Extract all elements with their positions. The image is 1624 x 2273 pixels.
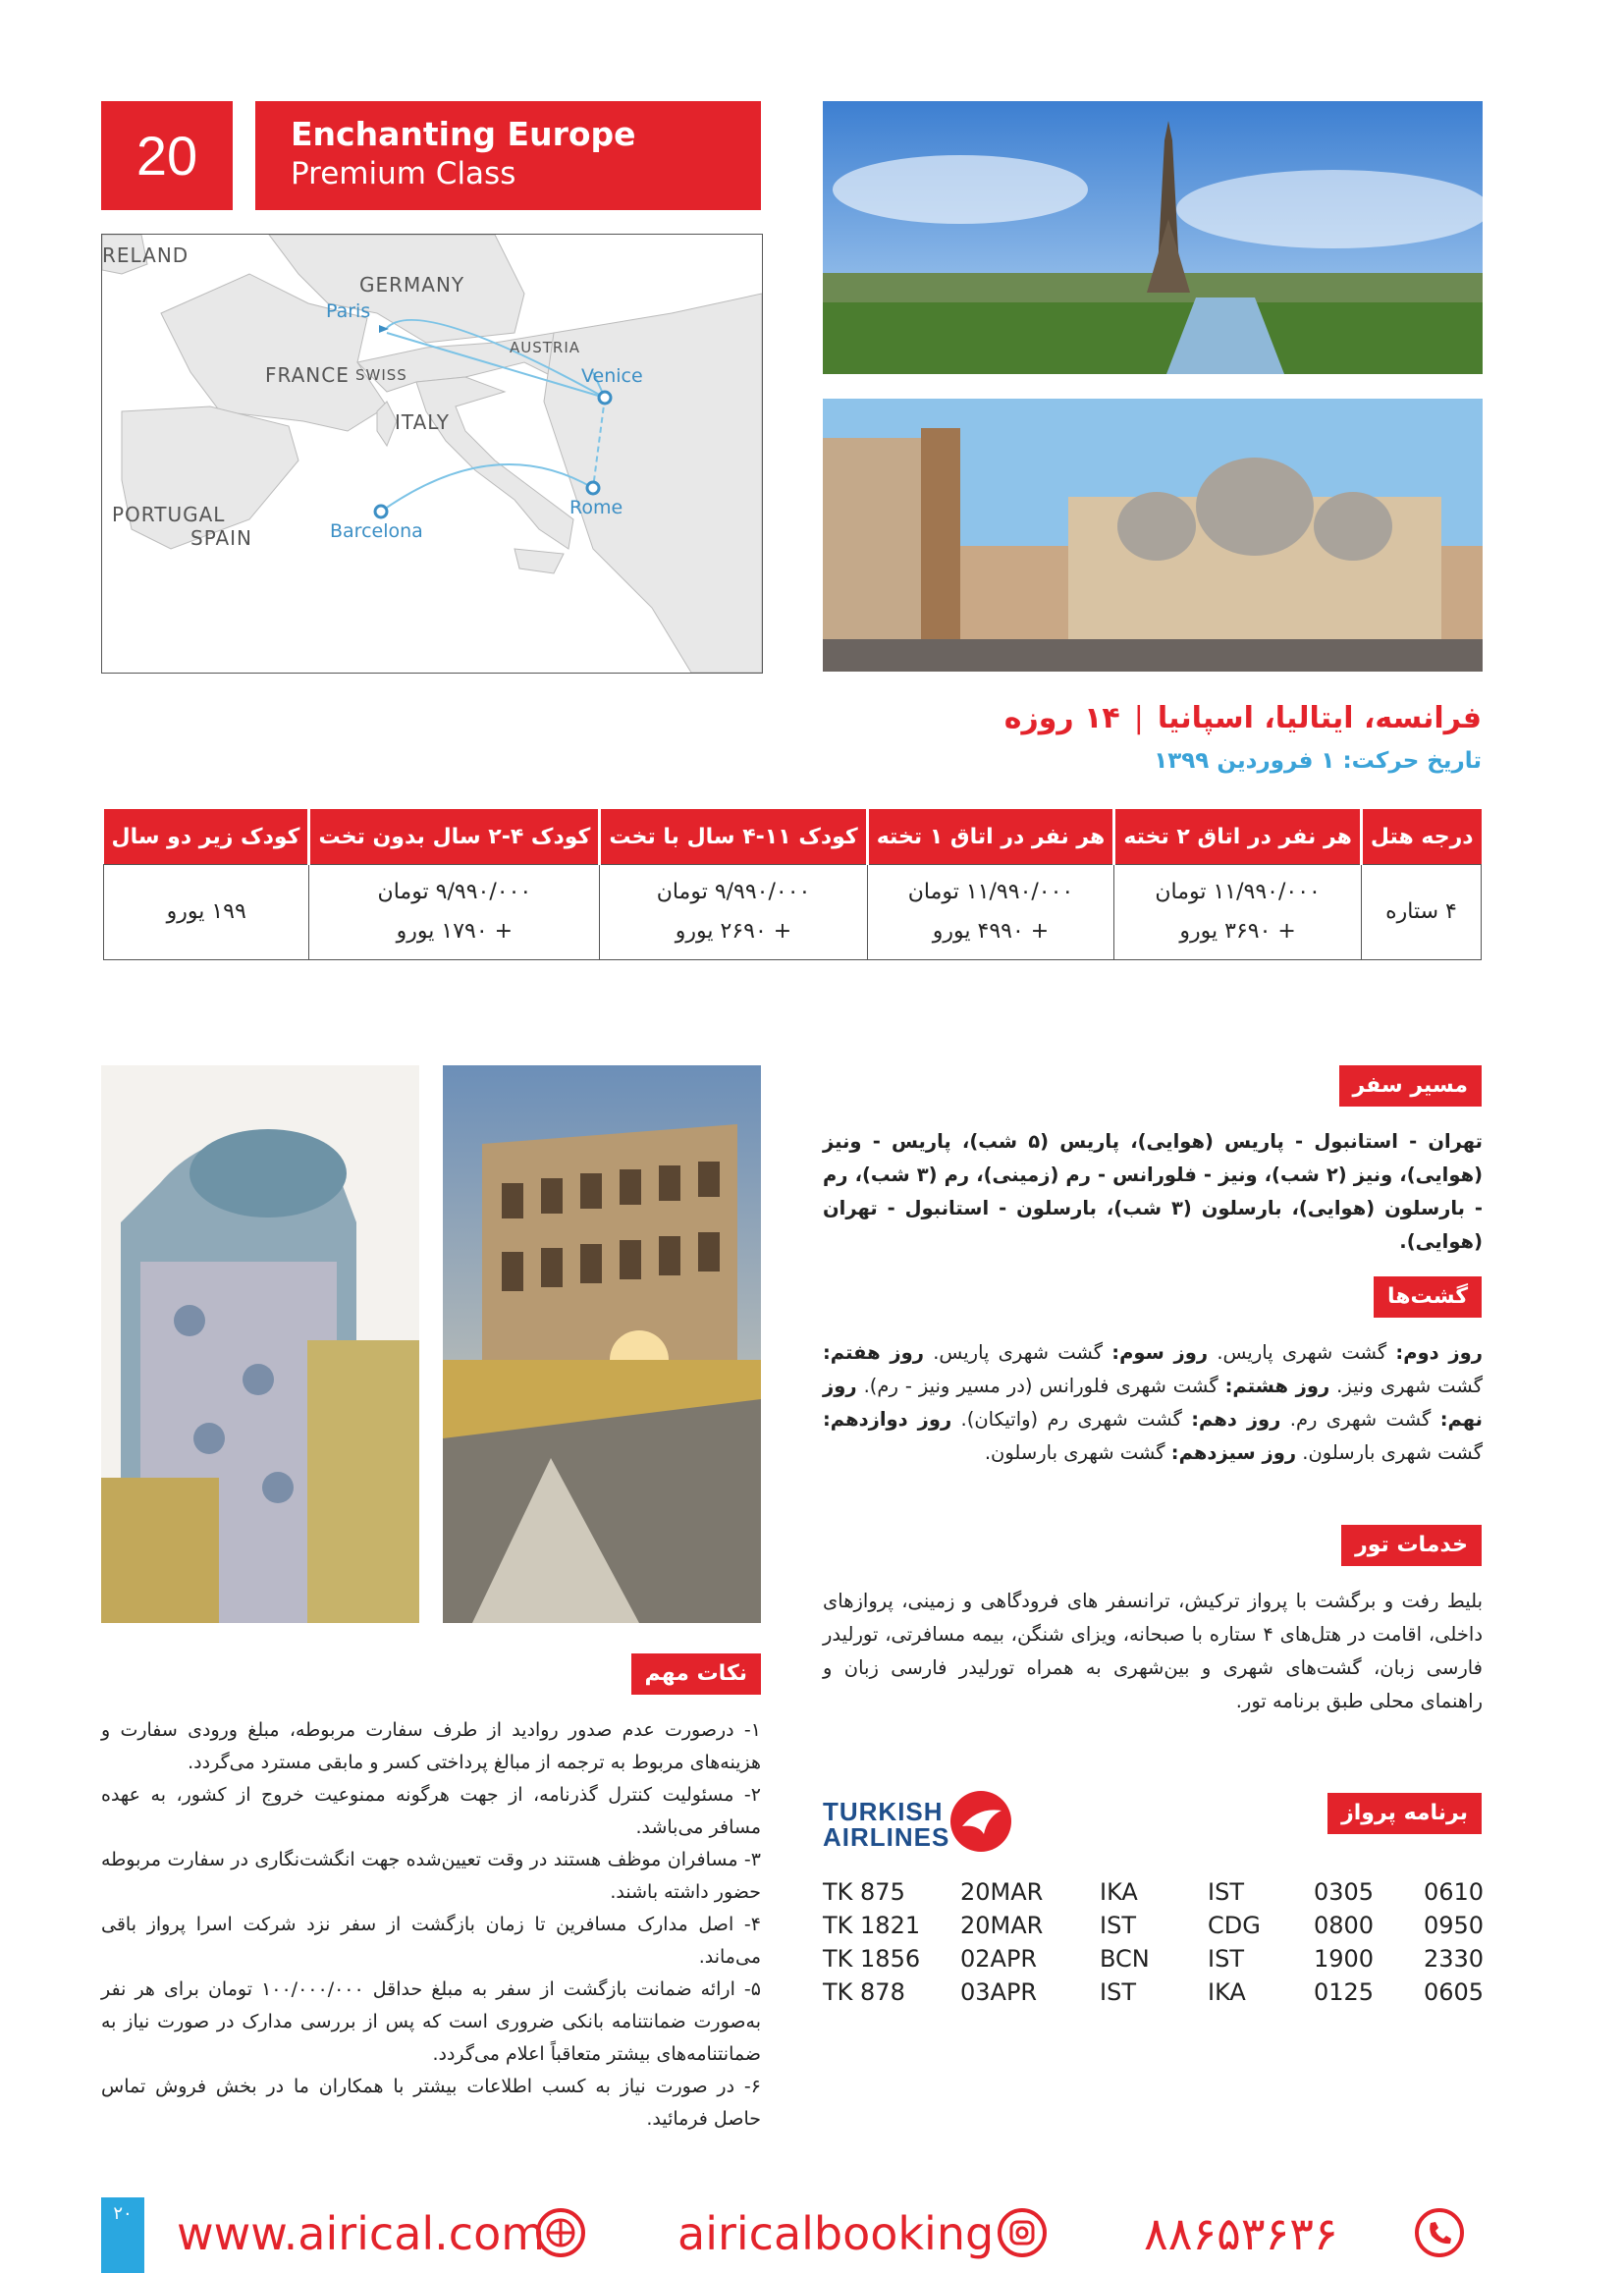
route-map: [101, 234, 763, 674]
flight-destination: CDG: [1208, 1912, 1261, 1939]
page-number: ۲۰: [101, 2197, 144, 2273]
phone-number[interactable]: ۸۸۶۵۳۶۳۶: [1144, 2207, 1338, 2260]
tour-day-8: روز هشتم:: [1224, 1375, 1330, 1397]
flight-arrival-time: 2330: [1424, 1945, 1485, 1973]
tour-day-9: روز نهم:: [823, 1375, 1483, 1431]
map-label-austria: AUSTRIA: [510, 339, 581, 356]
note-item: ۱- درصورت عدم صدور روادید از طرف سفارت مربوطه، مبلغ ورودی سفارت و هزینه‌های مربوط به ترجمه از مبالغ پرداختی کسر و مابقی مسترد می‌گردد.: [101, 1719, 761, 1773]
flight-date: 02APR: [960, 1945, 1038, 1973]
map-city-rome: Rome: [569, 497, 623, 518]
cell-single: [867, 865, 1114, 960]
tour-day-7-text: گشت شهری ونیز.: [1329, 1375, 1483, 1397]
flight-destination: IST: [1208, 1945, 1244, 1973]
flight-destination: IKA: [1208, 1978, 1246, 2006]
flight-date: 03APR: [960, 1978, 1038, 2006]
note-item: ۴- اصل مدارک مسافرین تا زمان بازگشت از سفر نزد شرکت اسرا پرواز باقی می‌ماند.: [101, 1914, 761, 1968]
flights-section-label: برنامه پرواز: [1327, 1793, 1482, 1834]
cell-child-nobed: [309, 865, 600, 960]
map-label-ireland: RELAND: [102, 244, 189, 267]
route-text: تهران - استانبول - پاریس (هوایی)، پاریس (۵ شب)، پاریس - ونیز (هوایی)، ونیز (۲ شب)، ونیز - فلورانس - رم (زمینی)، رم (۳ شب)، رم - بارسلون (هوایی)، بارسلون (۳ شب)، بارسلون - استانبول - تهران (هوایی).: [823, 1130, 1484, 1253]
flight-date: 20MAR: [960, 1878, 1044, 1906]
tour-day-2-text: گشت شهری پاریس.: [1208, 1341, 1396, 1364]
header-child-no-bed: کودک ۴-۲ سال بدون تخت: [309, 809, 600, 865]
venice-basilica-photo: [823, 399, 1483, 672]
airline-logo-line1: TURKISH: [823, 1797, 944, 1826]
note-item: ۲- مسئولیت کنترل گذرنامه، از جهت هرگونه ممنوعیت خروج از کشور، به عهده مسافر می‌باشد.: [101, 1784, 761, 1838]
heading-separator: |: [1133, 701, 1144, 735]
route-map-graphic: [102, 235, 762, 673]
tour-day-13-text: گشت شهری بارسلون.: [984, 1441, 1171, 1464]
price-table: [103, 809, 1482, 960]
airline-logo-line2: AIRLINES: [823, 1822, 950, 1852]
cell-double: [1114, 865, 1362, 960]
map-city-venice: Venice: [581, 365, 643, 387]
flight-number: TK 1821: [823, 1912, 921, 1939]
services-text: بلیط رفت و برگشت با پرواز ترکیش، ترانسفر های فرودگاهی و زمینی، پروازهای داخلی، اقامت در هتل‌های ۴ ستاره با صبحانه، ویزای شنگن، بیمه مسافرتی، تورلیدر فارسی زبان، گشت‌های شهری و بین‌شهری به همراه تورلیدر فارسی زبان و راهنمای محلی طبق برنامه تور.: [823, 1590, 1483, 1712]
cell-child-bed-euro: + ۲۶۹۰ یورو: [675, 919, 792, 944]
tour-day-8-text: گشت شهری فلورانس (در مسیر ونیز - رم).: [856, 1375, 1225, 1397]
flight-arrival-time: 0610: [1424, 1878, 1485, 1906]
cell-child-nobed-euro: + ۱۷۹۰ یورو: [396, 919, 514, 944]
flight-schedule: [823, 1875, 1483, 2009]
cell-child-bed: [600, 865, 867, 960]
flight-arrival-time: 0950: [1424, 1912, 1485, 1939]
instagram-handle[interactable]: airicalbooking: [677, 2207, 995, 2260]
flight-number: TK 1856: [823, 1945, 921, 1973]
flight-number: TK 875: [823, 1878, 905, 1906]
header-single-room: هر نفر در اتاق ۱ تخته: [867, 809, 1114, 865]
tour-day-3: روز سوم:: [1111, 1341, 1209, 1364]
heading-duration: ۱۴ روزه: [1003, 701, 1120, 735]
rome-colosseum-photo: [443, 1065, 761, 1623]
tours-section-label: گشت‌ها: [1374, 1276, 1482, 1318]
map-label-italy: ITALY: [395, 410, 450, 434]
phone-icon: [1414, 2207, 1465, 2258]
turkish-airlines-emblem-icon: [948, 1789, 1013, 1854]
tour-day-13: روز سیزدهم:: [1170, 1441, 1297, 1464]
tour-day-10: روز دهم:: [1191, 1408, 1281, 1431]
flight-departure-time: 1900: [1314, 1945, 1375, 1973]
cell-single-toman: ۱۱/۹۹۰/۰۰۰ تومان: [907, 880, 1074, 904]
note-item: ۵- ارائه ضمانت بازگشت از سفر به مبلغ حداقل ۱۰۰/۰۰۰/۰۰۰ تومان برای هر نفر به‌صورت ضمانتنامه بانکی ضروری است که پس از بررسی مدارک در صورت نیاز به ضمانتنامه‌های بیشتر متعاقباً اعلام می‌گردد.: [101, 1978, 761, 2065]
tour-title: Enchanting Europe: [291, 115, 636, 153]
tour-title-box: [255, 101, 761, 210]
note-item: ۳- مسافران موظف هستند در وقت تعیین‌شده جهت انگشت‌نگاری در سفارت مربوطه حضور داشته باشند.: [101, 1849, 761, 1903]
website-link[interactable]: www.airical.com: [177, 2207, 546, 2260]
flight-date: 20MAR: [960, 1912, 1044, 1939]
map-label-germany: GERMANY: [359, 273, 465, 297]
flight-row: [823, 1942, 1483, 1975]
map-label-spain: SPAIN: [190, 526, 253, 550]
tour-day-9-text: گشت شهری رم.: [1280, 1408, 1440, 1431]
flight-row: [823, 1909, 1483, 1942]
departure-date: تاریخ حرکت: ۱ فروردین ۱۳۹۹: [1154, 748, 1482, 774]
paris-eiffel-photo: [823, 101, 1483, 374]
globe-icon: [535, 2207, 586, 2258]
price-table-header-row: [104, 809, 1482, 865]
flight-origin: IKA: [1100, 1878, 1138, 1906]
map-city-paris: Paris: [326, 300, 371, 322]
flight-destination: IST: [1208, 1878, 1244, 1906]
flight-row: [823, 1975, 1483, 2009]
tour-subtitle: Premium Class: [291, 156, 516, 191]
tour-number-badge: 20: [101, 101, 233, 210]
cell-double-toman: ۱۱/۹۹۰/۰۰۰ تومان: [1155, 880, 1321, 904]
flight-origin: IST: [1100, 1912, 1136, 1939]
map-label-swiss: SWISS: [355, 366, 407, 384]
cell-child-nobed-toman: ۹/۹۹۰/۰۰۰ تومان: [377, 880, 532, 904]
tour-day-3-text: گشت شهری پاریس.: [923, 1341, 1112, 1364]
flight-arrival-time: 0605: [1424, 1978, 1485, 2006]
notes-section-label: نکات مهم: [631, 1653, 761, 1695]
map-label-portugal: PORTUGAL: [112, 503, 226, 526]
header-hotel-grade: درجه هتل: [1361, 809, 1481, 865]
header-infant: کودک زیر دو سال: [104, 809, 309, 865]
cell-double-euro: + ۳۶۹۰ یورو: [1179, 919, 1296, 944]
tour-day-12-text: گشت شهری بارسلون.: [1296, 1441, 1483, 1464]
tour-day-12: روز دوازدهم:: [823, 1408, 952, 1431]
header-child-with-bed: کودک ۱۱-۴ سال با تخت: [600, 809, 867, 865]
header-double-room: هر نفر در اتاق ۲ تخته: [1114, 809, 1362, 865]
flight-departure-time: 0305: [1314, 1878, 1375, 1906]
price-table-row: [104, 865, 1482, 960]
notes-list: [101, 1714, 761, 2136]
flight-departure-time: 0125: [1314, 1978, 1375, 2006]
flight-row: [823, 1875, 1483, 1909]
map-city-barcelona: Barcelona: [330, 520, 423, 542]
tours-text: [823, 1336, 1483, 1470]
barcelona-casa-batllo-photo: [101, 1065, 419, 1623]
cell-hotel: ۴ ستاره: [1361, 865, 1481, 960]
note-item: ۶- در صورت نیاز به کسب اطلاعات بیشتر با همکاران ما در بخش فروش تماس حاصل فرمائید.: [101, 2076, 761, 2130]
map-label-france: FRANCE: [265, 363, 350, 387]
cell-child-bed-toman: ۹/۹۹۰/۰۰۰ تومان: [656, 880, 811, 904]
tour-day-10-text: گشت شهری رم (واتیکان).: [951, 1408, 1192, 1431]
instagram-icon: [997, 2207, 1048, 2258]
cell-infant: ۱۹۹ یورو: [104, 865, 309, 960]
flight-departure-time: 0800: [1314, 1912, 1375, 1939]
route-section-label: مسیر سفر: [1339, 1065, 1483, 1107]
tour-day-2: روز دوم:: [1395, 1341, 1484, 1364]
services-section-label: خدمات تور: [1341, 1525, 1482, 1566]
tour-main-heading: [794, 701, 1482, 735]
tour-day-7: روز هفتم:: [823, 1341, 924, 1364]
heading-countries: فرانسه، ایتالیا، اسپانیا: [1157, 701, 1482, 735]
flight-number: TK 878: [823, 1978, 905, 2006]
cell-single-euro: + ۴۹۹۰ یورو: [932, 919, 1050, 944]
flight-origin: IST: [1100, 1978, 1136, 2006]
flight-origin: BCN: [1100, 1945, 1150, 1973]
